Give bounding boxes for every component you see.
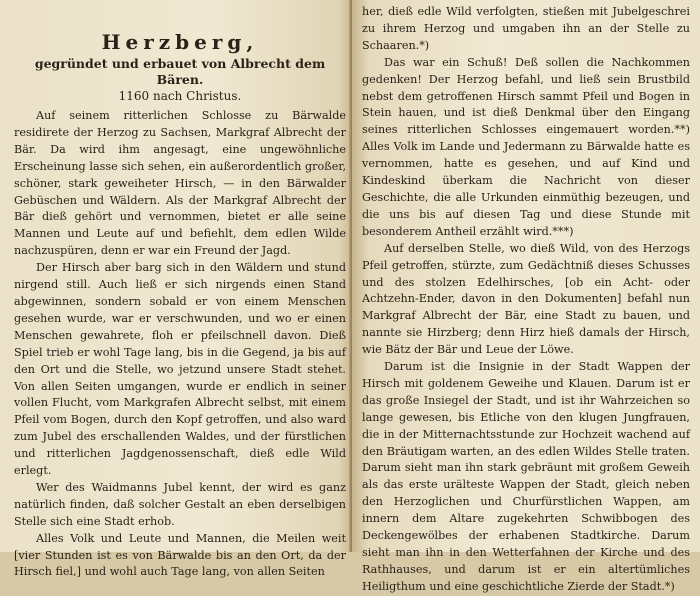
paragraph: Auf derselben Stelle, wo dieß Wild, von des Herzogs Pfeil getroffen, stürzte, zum Gedächtniß dieses Schusses und des stolzen Edelhirsches, [ob ein Acht- oder Achtzehn-Ender, davon in den Dokumenten] befahl nun Markgraf Albrecht der Bär, eine Stadt zu bauen, und nannte sie Hirzberg; denn Hirz hieß damals der Hirsch, wie Bätz der Bär und Leue der Löwe. — [362, 241, 690, 357]
paragraph: Wer des Waidmanns Jubel kennt, der wird es ganz natürlich finden, daß solcher Gestalt an eben derselbigen Stelle sich eine Stadt erhob. — [14, 480, 346, 528]
page-date: 1160 nach Christus. — [118, 89, 242, 103]
page-title: Herzberg, — [101, 30, 259, 54]
paragraph: Auf seinem ritterlichen Schlosse zu Bärwalde residirete der Herzog zu Sachsen, Markgraf Albrecht der Bär. Da wird ihm angesagt, eine ungewöhnliche Erscheinung lasse sich sehen, ein außerordentlich großer, schöner, stark geweiheter Hirsch, — in den Bärwalder Gebüschen und Wäldern. Als der Markgraf Albrecht der Bär dieß gehört und vernommen, bietet er alle seine Mannen und Leute auf und befiehlt, dem edlen Wilde nachzuspüren, denn er war ein Freund der Jagd. — [14, 109, 346, 258]
left-text-column — [14, 108, 346, 581]
paragraph: Alles Volk und Leute und Mannen, die Meilen weit [vier Stunden ist es von Bärwalde bis an den Ort, da der Hirsch fiel,] und wohl auch Tage lang, von allen Seiten — [14, 531, 346, 579]
paragraph: Der Hirsch aber barg sich in den Wäldern und stund nirgend still. Auch ließ er sich nirgends einen Stand abgewinnen, sondern sobald er von einem Menschen gesehen wurde, war er verschwunden, und wo er einen Menschen gewahrete, floh er pfeilschnell davon. Dieß Spiel trieb er wohl Tage lang, bis in die Gegend, ja bis auf den Ort und die Stelle, wo jetzund unsere Stadt stehet. Von allen Seiten umgangen, wurde er endlich in seiner vollen Flucht, vom Markgrafen Albrecht selbst, mit einem Pfeil vom Bogen, durch den Kopf getroffen, und also ward zum Jubel des erschallenden Waldes, und der fürstlichen und ritterlichen Jagdgenossenschaft, dieß edle Wild erlegt. — [14, 261, 346, 478]
paragraph: her, dieß edle Wild verfolgten, stießen mit Jubelgeschrei zu ihrem Herzog und umgaben ihn an der Stelle zu Schaaren.*) — [362, 5, 690, 52]
right-page — [352, 0, 700, 593]
left-page — [0, 0, 352, 579]
page-subtitle: gegründet und erbauet von Albrecht dem Bären. — [34, 56, 326, 87]
paragraph: Das war ein Schuß! Deß sollen die Nachkommen gedenken! Der Herzog befahl, und ließ sein Brustbild nebst dem getroffenen Hirsch sammt Pfeil und Bogen in Stein hauen, und ist dieß Denkmal über den Eingang seines ritterlichen Schlosses eingemauert worden.**) Alles Volk im Lande und Jedermann zu Bärwalde hatte es vernommen, hatte es gesehen, und auf Kind und Kindeskind überkam die Nachricht von dieser Geschichte, die alle Urkunden einmüthig bezeugen, und die uns bis auf diesen Tag und diese Stunde mit besonderem Antheil erzählt wird.***) — [362, 55, 690, 238]
right-text-column — [362, 4, 690, 596]
paragraph: Darum ist die Insignie in der Stadt Wappen der Hirsch mit goldenem Geweihe und Klauen. Darum ist er das große Insiegel der Stadt, und ist ihr Wahrzeichen so lange gewesen, bis Etliche von den klugen Jungfrauen, die in der Mitternachtsstunde zur Hochzeit wachend auf den Bräutigam warten, an des edlen Wildes Stelle traten. Darum sieht man ihn stark gebräunt mit großem Geweih als das erste urälteste Wappen der Stadt, gleich neben den Herzoglichen und Churfürstlichen Wappen, am innern dem Altare zugekehrten Schwibbogen des Deckengewölbes der erhabenen Stadtkirche. Darum sieht man ihn in den Wetterfahnen der Kirche und des Rathhauses, und darum ist er ein altertümliches Heiligthum und eine geschichtliche Zierde der Stadt.*) — [362, 360, 690, 593]
